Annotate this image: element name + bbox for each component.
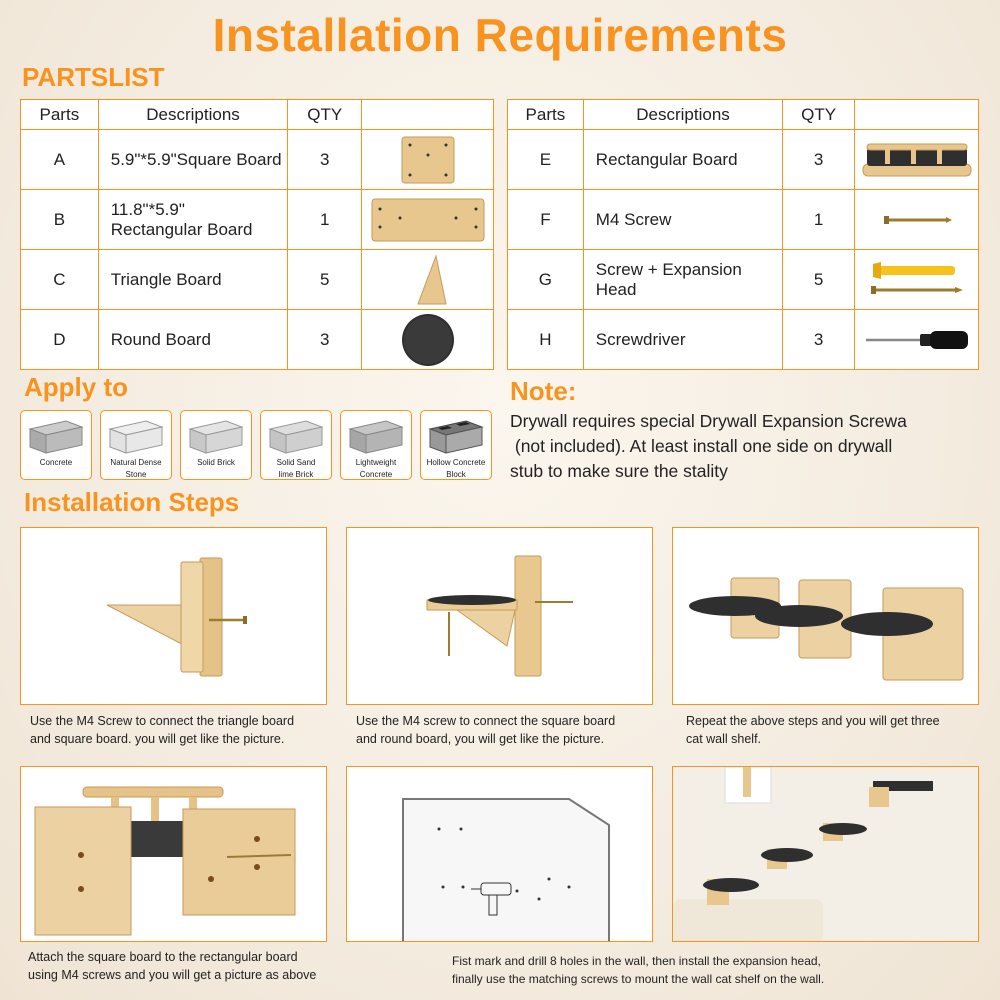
part-description: Rectangular Board <box>583 130 782 190</box>
step-1-image <box>20 527 327 705</box>
part-description: Triangle Board <box>98 250 288 310</box>
square-board-icon <box>362 130 494 190</box>
header-descriptions: Descriptions <box>98 100 288 130</box>
part-description: Round Board <box>98 310 288 370</box>
round-board-icon <box>362 310 494 370</box>
part-qty: 3 <box>783 130 855 190</box>
table-row <box>508 130 979 190</box>
rectangular-board-icon <box>362 190 494 250</box>
stone-block-icon <box>106 415 166 455</box>
part-qty: 5 <box>783 250 855 310</box>
triangle-board-icon <box>362 250 494 310</box>
step-3-caption: Repeat the above steps and you will get three cat wall shelf. <box>686 714 940 746</box>
page-title: Installation Requirements <box>212 9 788 61</box>
part-description: Screwdriver <box>583 310 782 370</box>
apply-materials <box>20 410 492 480</box>
table-row <box>21 190 494 250</box>
table-row <box>21 250 494 310</box>
part-qty: 3 <box>288 130 362 190</box>
part-description: 5.9"*5.9"Square Board <box>98 130 288 190</box>
step-2-caption: Use the M4 screw to connect the square board and round board, you will get like the picture. <box>356 714 616 746</box>
note-heading: Note: <box>510 376 577 406</box>
part-letter: E <box>508 130 584 190</box>
header-descriptions: Descriptions <box>583 100 782 130</box>
header-image <box>855 100 979 130</box>
table-row <box>508 310 979 370</box>
header-parts: Parts <box>508 100 584 130</box>
part-qty: 3 <box>783 310 855 370</box>
step-3-image <box>672 527 979 705</box>
header-qty: QTY <box>288 100 362 130</box>
part-letter: G <box>508 250 584 310</box>
hollow-block-icon <box>426 415 486 455</box>
material-card: Natural Dense Stone <box>100 410 172 480</box>
part-letter: H <box>508 310 584 370</box>
lightweight-concrete-icon <box>346 415 406 455</box>
header-qty: QTY <box>783 100 855 130</box>
header-parts: Parts <box>21 100 99 130</box>
material-card: Solid Brick <box>180 410 252 480</box>
table-row <box>508 250 979 310</box>
table-row <box>21 130 494 190</box>
material-card: Lightweight Concrete <box>340 410 412 480</box>
part-qty: 3 <box>288 310 362 370</box>
part-letter: F <box>508 190 584 250</box>
header-image <box>362 100 494 130</box>
step-5-image <box>346 766 653 942</box>
concrete-block-icon <box>26 415 86 455</box>
part-letter: A <box>21 130 99 190</box>
part-letter: C <box>21 250 99 310</box>
part-letter: B <box>21 190 99 250</box>
screw-icon <box>855 190 979 250</box>
step-4-image <box>20 766 327 942</box>
parts-table-right <box>507 99 979 370</box>
part-qty: 1 <box>783 190 855 250</box>
table-row <box>508 190 979 250</box>
partslist-heading: PARTSLIST <box>22 62 165 92</box>
table-row <box>21 310 494 370</box>
step-4-caption: Attach the square board to the rectangular board using M4 screws and you will get a picture as above <box>28 950 317 982</box>
rectangular-bed-icon <box>855 130 979 190</box>
apply-heading: Apply to <box>24 372 128 402</box>
sand-lime-brick-icon <box>266 415 326 455</box>
part-qty: 1 <box>288 190 362 250</box>
part-description: M4 Screw <box>583 190 782 250</box>
part-letter: D <box>21 310 99 370</box>
material-card: Concrete <box>20 410 92 480</box>
part-description: 11.8"*5.9" Rectangular Board <box>98 190 288 250</box>
parts-table-left <box>20 99 494 370</box>
screwdriver-icon <box>855 310 979 370</box>
step-2-image <box>346 527 653 705</box>
part-qty: 5 <box>288 250 362 310</box>
step-5-caption: Fist mark and drill 8 holes in the wall, then install the expansion head, finally use the matching screws to mount the wall cat shelf on the wall. <box>452 954 825 986</box>
part-description: Screw + Expansion Head <box>583 250 782 310</box>
step-6-image <box>672 766 979 942</box>
material-card: Solid Sand lime Brick <box>260 410 332 480</box>
brick-block-icon <box>186 415 246 455</box>
steps-heading: Installation Steps <box>24 487 240 517</box>
note-text: Drywall requires special Drywall Expansion Screwa (not included). At least install one side on drywall stub to make sure the stality <box>510 411 907 481</box>
expansion-screw-icon <box>855 250 979 310</box>
material-card: Hollow Concrete Block <box>420 410 492 480</box>
step-1-caption: Use the M4 Screw to connect the triangle board and square board. you will get like the picture. <box>30 714 295 746</box>
